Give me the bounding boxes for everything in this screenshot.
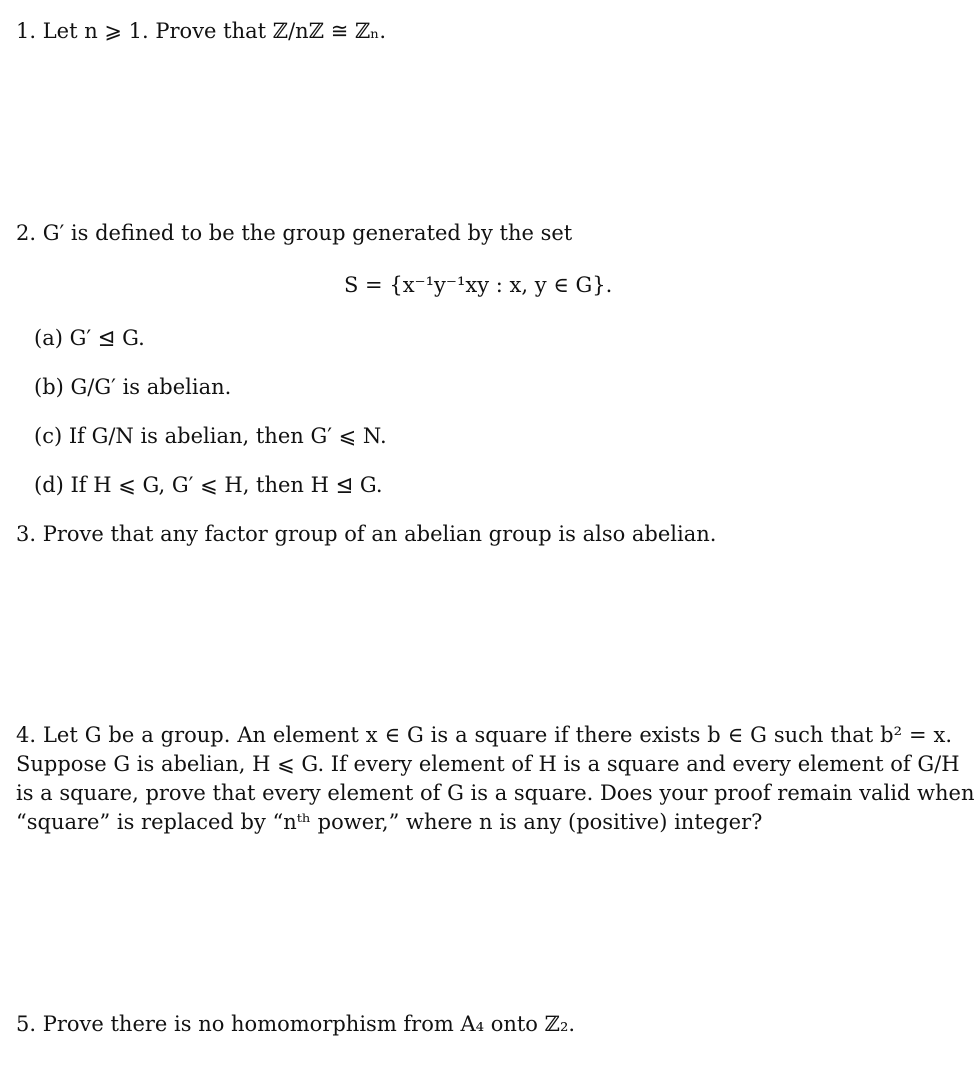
problem-2-part-b: (b) G/G′ is abelian. bbox=[34, 375, 232, 399]
problem-2-part-a: (a) G′ ⊴ G. bbox=[34, 326, 145, 350]
problem-4-line-4: “square” is replaced by “nᵗʰ power,” where n is any (positive) integer? bbox=[16, 810, 763, 834]
problem-4-line-1: 4. Let G be a group. An element x ∈ G is a square if there exists b ∈ G such that b² = x. bbox=[16, 723, 952, 747]
problem-2-part-c: (c) If G/N is abelian, then G′ ⩽ N. bbox=[34, 424, 387, 448]
problem-4-line-3: is a square, prove that every element of G is a square. Does your proof remain valid when bbox=[16, 781, 974, 805]
problem-1: 1. Let n ⩾ 1. Prove that ℤ/nℤ ≅ ℤₙ. bbox=[16, 19, 387, 43]
problem-2-intro: 2. G′ is defined to be the group generated by the set bbox=[16, 221, 573, 245]
problem-2-part-d: (d) If H ⩽ G, G′ ⩽ H, then H ⊴ G. bbox=[34, 473, 383, 497]
problem-5: 5. Prove there is no homomorphism from A₄ onto ℤ₂. bbox=[16, 1012, 576, 1036]
problem-2-set-definition: S = {x⁻¹y⁻¹xy : x, y ∈ G}. bbox=[344, 273, 613, 297]
problem-3: 3. Prove that any factor group of an abelian group is also abelian. bbox=[16, 522, 717, 546]
problem-4-line-2: Suppose G is abelian, H ⩽ G. If every element of H is a square and every element of G/H bbox=[16, 752, 960, 776]
